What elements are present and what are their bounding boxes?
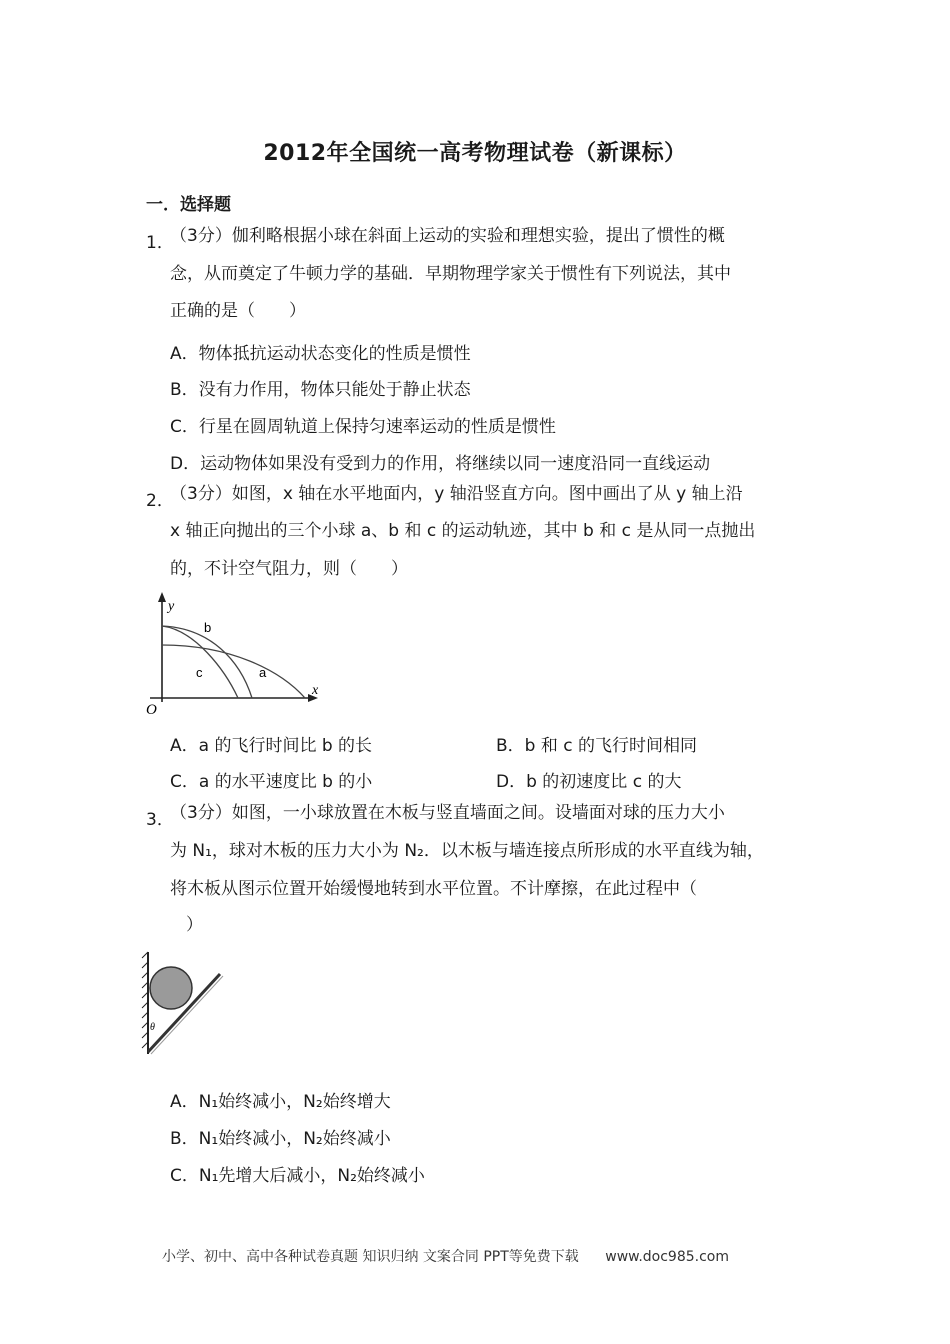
question-text: 将木板从图示位置开始缓慢地转到水平位置。不计摩擦，在此过程中（ (170, 879, 697, 899)
curve-label-b: b (204, 620, 212, 635)
angle-label: θ (150, 1022, 155, 1033)
option-a: A．N₁始终减小，N₂始终增大 (170, 1092, 391, 1112)
option-c: C．N₁先增大后减小，N₂始终减小 (170, 1166, 425, 1186)
question-number: 2． (146, 491, 174, 511)
ball (150, 967, 192, 1009)
question-text: x 轴正向抛出的三个小球 a、b 和 c 的运动轨迹，其中 b 和 c 是从同一点抛出 (170, 521, 756, 541)
y-axis-label: y (168, 599, 175, 614)
trajectory-b (162, 626, 252, 698)
curve-label-c: c (196, 665, 203, 680)
option-d: D．运动物体如果没有受到力的作用，将继续以同一速度沿同一直线运动 (170, 454, 711, 474)
page-title: 2012年全国统一高考物理试卷（新课标） (263, 141, 687, 166)
curve-label-a: a (259, 665, 267, 680)
option-a: A．物体抵抗运动状态变化的性质是惯性 (170, 344, 471, 364)
option-c: C．行星在圆周轨道上保持匀速率运动的性质是惯性 (170, 417, 556, 437)
ball-board-wall-figure (140, 948, 230, 1060)
question-number: 3． (146, 810, 174, 830)
footer-text: 小学、初中、高中各种试卷真题 知识归纳 文案合同 PPT等免费下载 (162, 1249, 579, 1265)
origin-label: O (146, 702, 157, 718)
option-b: B．没有力作用，物体只能处于静止状态 (170, 380, 471, 400)
page-footer (162, 1246, 729, 1266)
question-text: 念，从而奠定了牛顿力学的基础．早期物理学家关于惯性有下列说法，其中 (170, 264, 731, 284)
option-c: C．a 的水平速度比 b 的小 (170, 772, 373, 792)
option-b: B．N₁始终减小，N₂始终减小 (170, 1129, 391, 1149)
question-text: （3分）伽利略根据小球在斜面上运动的实验和理想实验，提出了惯性的概 (170, 226, 725, 246)
y-axis-arrow-icon (158, 592, 166, 602)
option-b: B．b 和 c 的飞行时间相同 (496, 736, 698, 756)
x-axis-label: x (312, 683, 319, 698)
question-text: 正确的是（ ） (170, 301, 306, 321)
trajectory-c (162, 626, 238, 698)
option-d: D．b 的初速度比 c 的大 (496, 772, 682, 792)
question-text: 为 N₁，球对木板的压力大小为 N₂．以木板与墙连接点所形成的水平直线为轴， (170, 841, 764, 861)
projectile-trajectory-figure (140, 590, 330, 720)
question-text: 的，不计空气阻力，则（ ） (170, 559, 408, 579)
question-text: （3分）如图，x 轴在水平地面内，y 轴沿竖直方向。图中画出了从 y 轴上沿 (170, 484, 743, 504)
question-number: 1． (146, 233, 174, 253)
question-text: ） (186, 915, 203, 935)
footer-site-link[interactable]: www.doc985.com (605, 1249, 729, 1265)
section-heading: 一．选择题 (146, 195, 231, 215)
question-text: （3分）如图，一小球放置在木板与竖直墙面之间。设墙面对球的压力大小 (170, 803, 725, 823)
option-a: A．a 的飞行时间比 b 的长 (170, 736, 373, 756)
